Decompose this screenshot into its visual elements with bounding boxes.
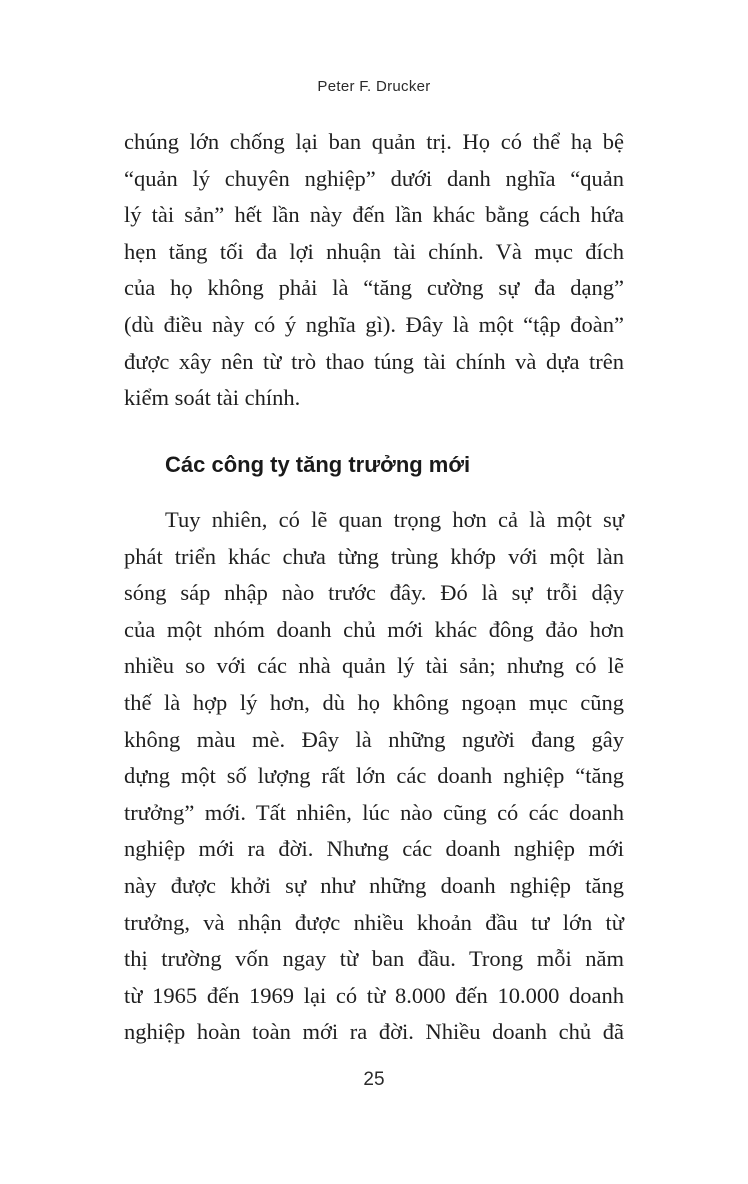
text-line: nghiệp mới ra đời. Nhưng các doanh nghiệp mới — [124, 836, 624, 862]
text-line: lý tài sản” hết lần này đến lần khác bằng cách hứa — [124, 202, 624, 228]
text-line: trưởng” mới. Tất nhiên, lúc nào cũng có các doanh — [124, 799, 624, 825]
page-number: 25 — [363, 1069, 385, 1090]
text-line: (dù điều này có ý nghĩa gì). Đây là một “tập đoàn” — [124, 311, 624, 337]
text-line: chúng lớn chống lại ban quản trị. Họ có thể hạ bệ — [124, 129, 624, 154]
text-line: kiểm soát tài chính. — [124, 385, 301, 411]
text-line: dựng một số lượng rất lớn các doanh nghiệp “tăng — [124, 763, 624, 789]
text-line: nhiều so với các nhà quản lý tài sản; nhưng có lẽ — [124, 653, 624, 679]
text-line: của họ không phải là “tăng cường sự đa dạng” — [124, 275, 624, 301]
paragraph-2 — [124, 502, 624, 1051]
text-line: được xây nên từ trò thao túng tài chính và dựa trên — [124, 348, 624, 374]
text-line: không màu mè. Đây là những người đang gây — [124, 726, 624, 752]
text-line: sóng sáp nhập nào trước đây. Đó là sự trỗi dậy — [124, 580, 624, 606]
text-line: trưởng, và nhận được nhiều khoản đầu tư lớn từ — [124, 909, 624, 935]
section-heading: Các công ty tăng trưởng mới — [165, 452, 471, 477]
text-line: hẹn tăng tối đa lợi nhuận tài chính. Và mục đích — [124, 238, 624, 264]
text-line: nghiệp hoàn toàn mới ra đời. Nhiều doanh chủ đã — [124, 1019, 624, 1045]
paragraph-1 — [124, 124, 624, 417]
text-line: “quản lý chuyên nghiệp” dưới danh nghĩa “quản — [124, 165, 624, 191]
text-line: phát triển khác chưa từng trùng khớp với một làn — [124, 543, 624, 569]
running-head: Peter F. Drucker — [317, 78, 431, 95]
text-line: thế là hợp lý hơn, dù họ không ngoạn mục cũng — [124, 689, 624, 715]
text-line: Tuy nhiên, có lẽ quan trọng hơn cả là một sự — [165, 507, 624, 532]
text-line: này được khởi sự như những doanh nghiệp tăng — [124, 872, 624, 898]
text-line: thị trường vốn ngay từ ban đầu. Trong mỗi năm — [124, 946, 624, 972]
text-line: từ 1965 đến 1969 lại có từ 8.000 đến 10.000 doanh — [124, 982, 624, 1008]
text-line: của một nhóm doanh chủ mới khác đông đảo hơn — [124, 616, 624, 642]
